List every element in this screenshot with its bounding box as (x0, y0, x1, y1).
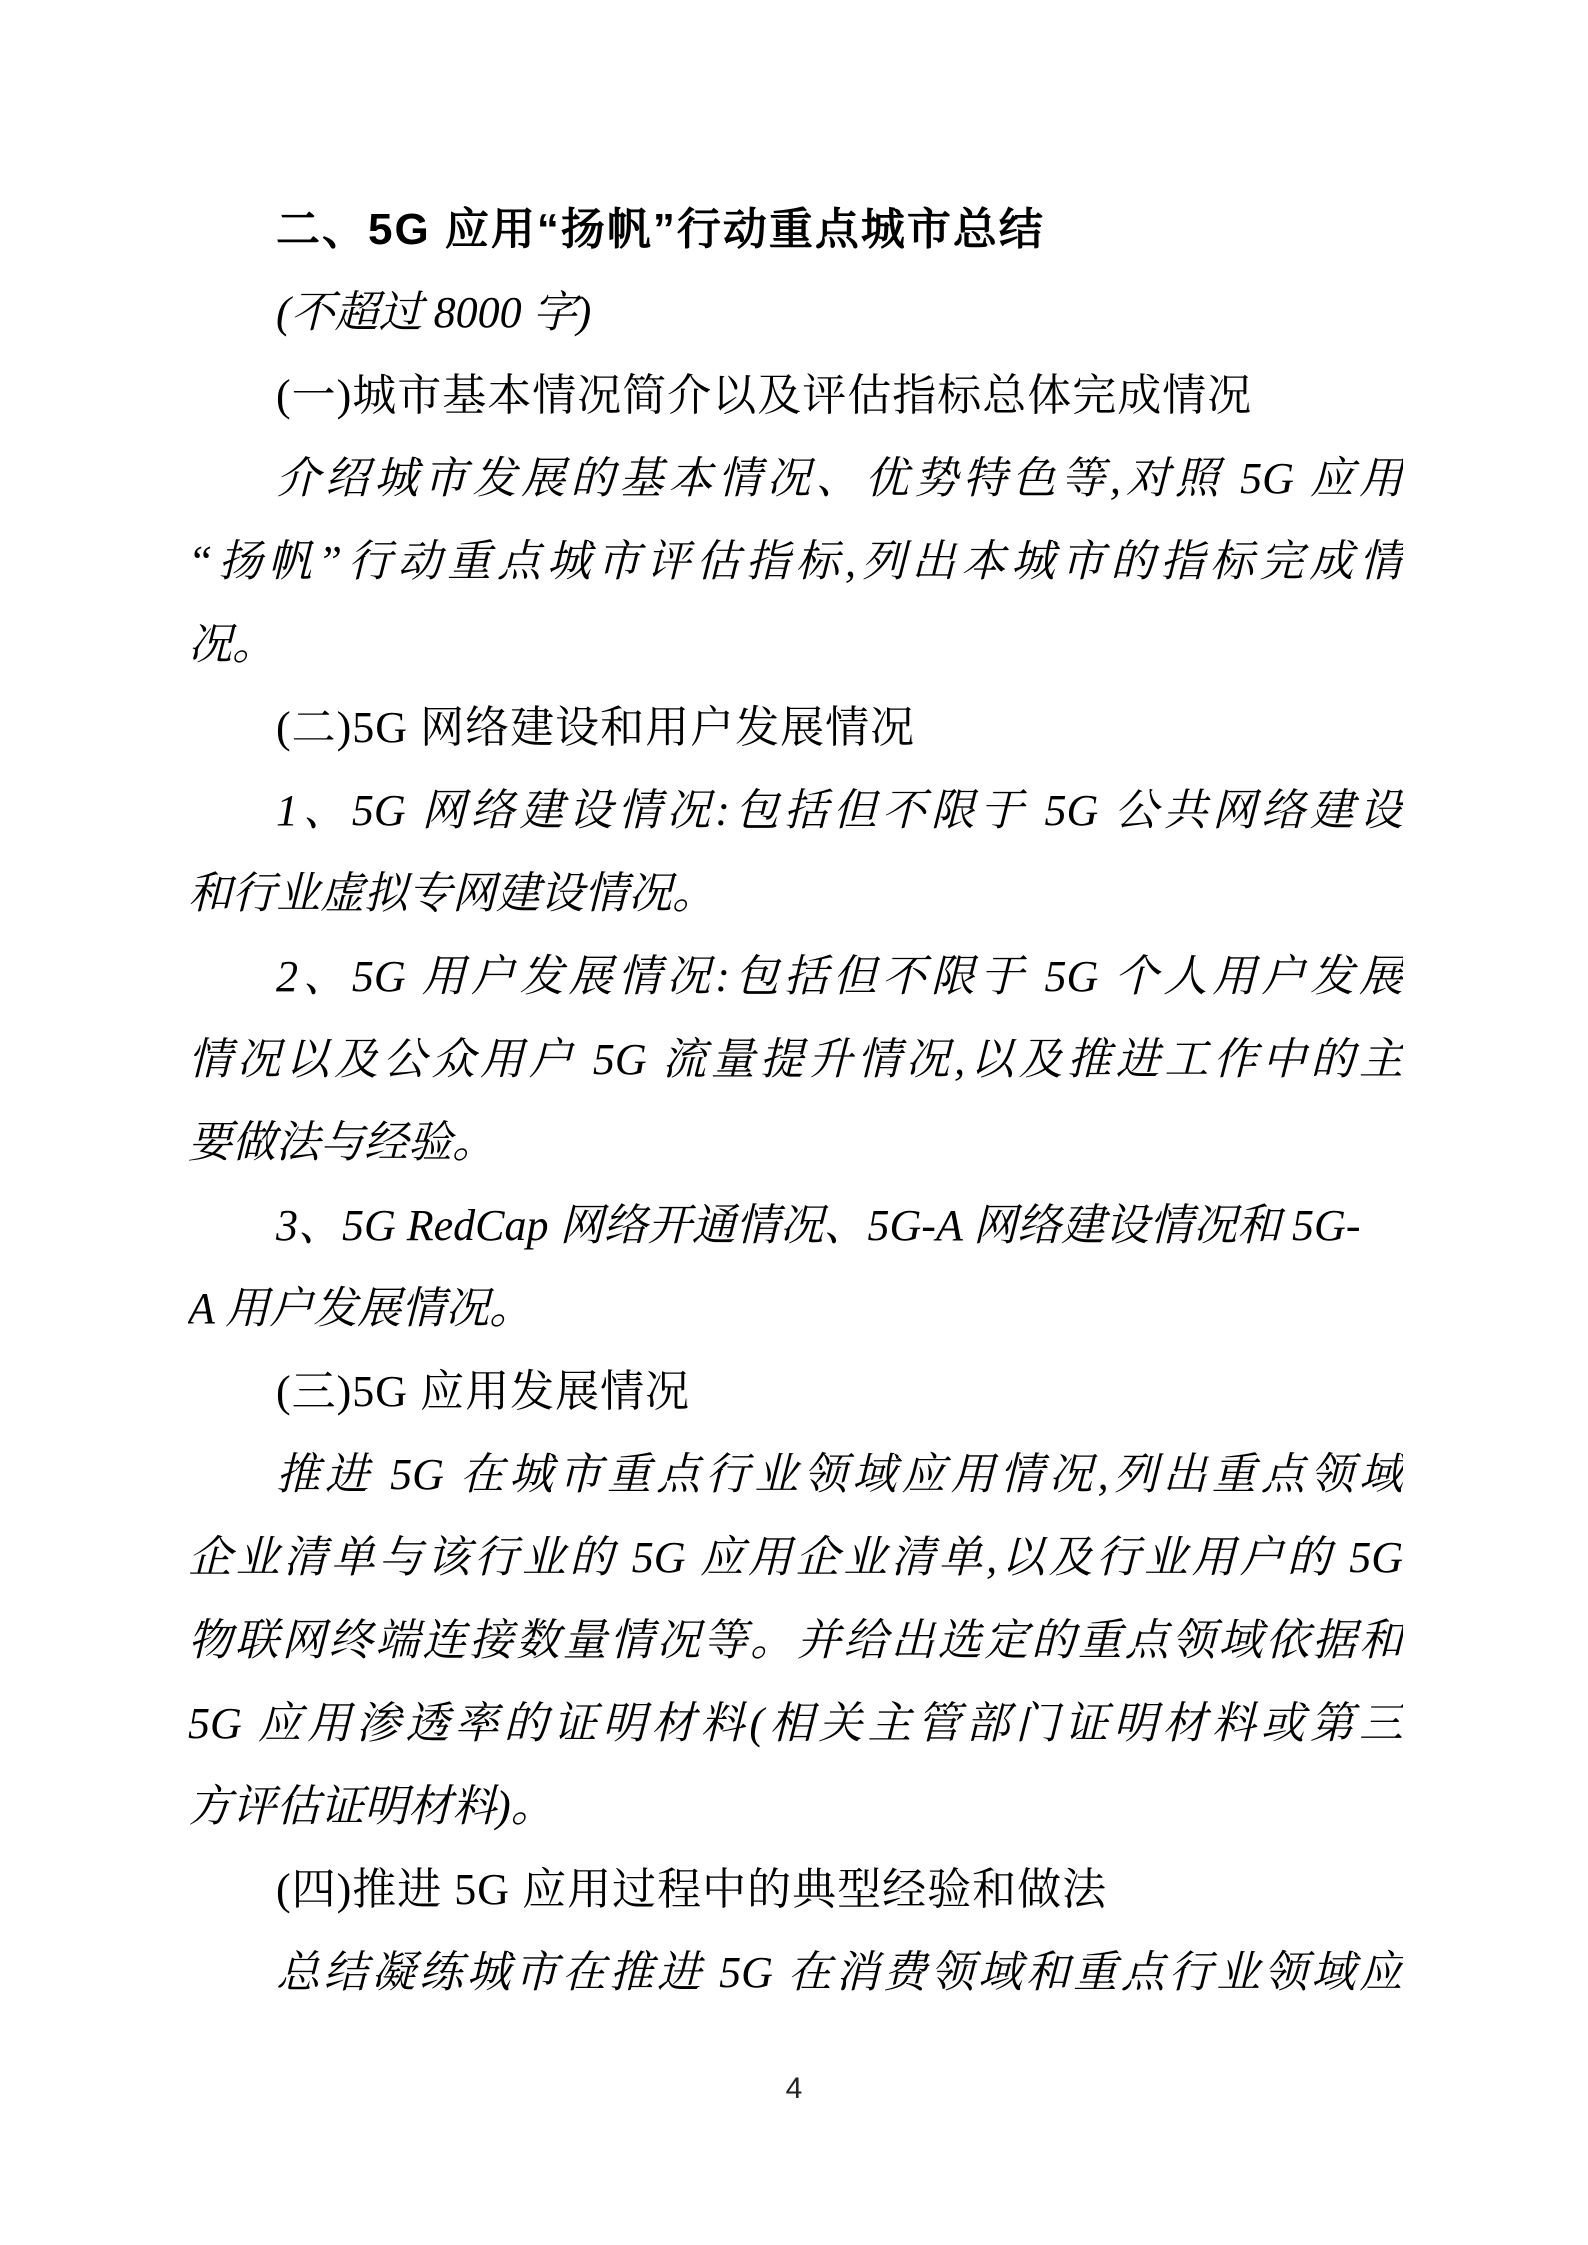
body-text-line: A 用户发展情况。 (188, 1284, 534, 1333)
body-text-line: 总结凝练城市在推进 5G 在消费领域和重点行业领域应 (276, 1948, 1403, 1997)
body-text-line: 推进 5G 在城市重点行业领域应用情况,列出重点领域 (276, 1450, 1403, 1499)
body-text-line: 3、5G RedCap 网络开通情况、5G-A 网络建设情况和 5G- (276, 1201, 1361, 1250)
body-text-line: 情况以及公众用户 5G 流量提升情况,以及推进工作中的主 (188, 1035, 1403, 1084)
section-heading: (三)5G 应用发展情况 (276, 1367, 691, 1416)
body-text-line: 1、5G 网络建设情况:包括但不限于 5G 公共网络建设 (276, 786, 1403, 835)
body-text-line: 企业清单与该行业的 5G 应用企业清单,以及行业用户的 5G (188, 1533, 1403, 1582)
body-text-line: 况。 (188, 620, 276, 669)
section-heading: (一)城市基本情况简介以及评估指标总体完成情况 (276, 371, 1253, 420)
section-heading: (二)5G 网络建设和用户发展情况 (276, 703, 916, 752)
document-body (188, 188, 1403, 2014)
word-limit-note: (不超过 8000 字) (276, 288, 592, 337)
body-text-line: 5G 应用渗透率的证明材料(相关主管部门证明材料或第三 (188, 1699, 1403, 1748)
body-text-line: 2、5G 用户发展情况:包括但不限于 5G 个人用户发展 (276, 952, 1403, 1001)
body-text-line: 介绍城市发展的基本情况、优势特色等,对照 5G 应用 (276, 454, 1403, 503)
section-heading: (四)推进 5G 应用过程中的典型经验和做法 (276, 1865, 1108, 1914)
body-text-line: 要做法与经验。 (188, 1118, 496, 1167)
page-number: 4 (785, 2072, 803, 2105)
body-text-line: “扬帆”行动重点城市评估指标,列出本城市的指标完成情 (188, 537, 1403, 586)
body-text-line: 物联网终端连接数量情况等。并给出选定的重点领域依据和 (188, 1616, 1403, 1665)
page-footer (0, 2072, 1588, 2106)
document-heading: 二、5G 应用“扬帆”行动重点城市总结 (276, 205, 1045, 254)
body-text-line: 方评估证明材料)。 (188, 1782, 555, 1831)
body-text-line: 和行业虚拟专网建设情况。 (188, 869, 716, 918)
